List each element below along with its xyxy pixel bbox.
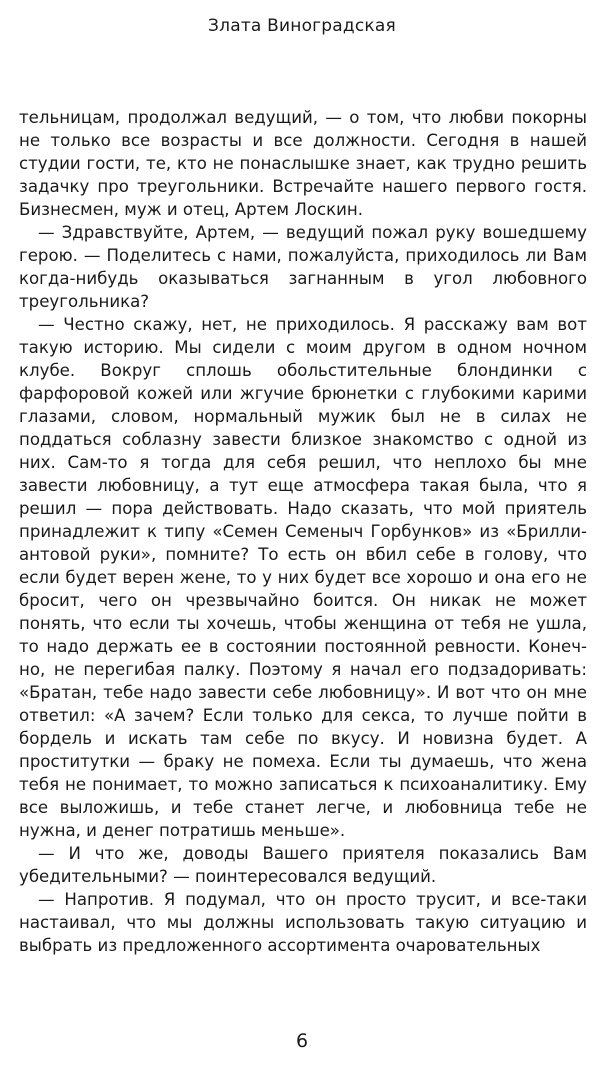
body-text bbox=[19, 106, 587, 957]
page-number: 6 bbox=[295, 1030, 309, 1052]
paragraph: — Честно скажу, нет, не приходилось. Я расскажу вам вот такую историю. Мы сидели с моим другом в одном ночном клубе. Вокруг сплошь обольстительные блондинки с фарфоровой кожей или жгучие брюнетки с глубокими карими глазами, словом, нормальный мужик был не в силах не поддаться соблазну завести близкое знакомство с одной из них. Сам-то я тогда для себя решил, что неплохо бы мне завести любовницу, а тут еще атмосфера такая была, что я решил — пора действовать. Надо сказать, что мой приятель принадлежит к типу «Семен Семеныч Горбунков» из «Бриллиантовой руки», помните? То есть он вбил себе в голову, что если будет верен жене, то у них будет все хорошо и она его не бросит, чего он чрезвычайно боится. Он никак не может понять, что если ты хочешь, чтобы женщина от тебя не ушла, то надо держать ее в состоянии постоянной ревности. Конечно, не перегибая палку. Поэтому я начал его подзадоривать: «Братан, тебе надо завести себе любовницу». И вот что он мне ответил: «А зачем? Если только для секса, то лучше пойти в бордель и искать там себе по вкусу. И новизна будет. А проститутки — браку не помеха. Если ты думаешь, что жена тебя не понимает, то можно записаться к психоаналитику. Ему все выложишь, и тебе станет легче, и любовница тебе не нужна, и денег потратишь меньше». bbox=[19, 315, 587, 840]
paragraph: — И что же, доводы Вашего приятеля показались Вам убедительными? — поинтересовался ведущий. bbox=[19, 844, 587, 886]
paragraph: тельницам, продолжал ведущий, — о том, что любви покорны не только все возрасты и все должности. Сегодня в нашей студии гости, те, кто не понаслышке знает, как трудно решить задачку про треугольники. Встречайте нашего первого гостя. Бизнесмен, муж и отец, Артем Лоскин. bbox=[19, 108, 587, 219]
paragraph: — Напротив. Я подумал, что он просто трусит, и все-таки настаивал, что мы должны использовать такую ситуацию и выбрать из предложенного ассортимента очаровательных bbox=[19, 890, 587, 955]
paragraph: — Здравствуйте, Артем, — ведущий пожал руку вошедшему герою. — Поделитесь с нами, пожалуйста, приходилось ли Вам когда-нибудь оказываться загнанным в угол любовного треугольника? bbox=[19, 223, 587, 311]
running-head: Злата Виноградская bbox=[208, 16, 396, 36]
